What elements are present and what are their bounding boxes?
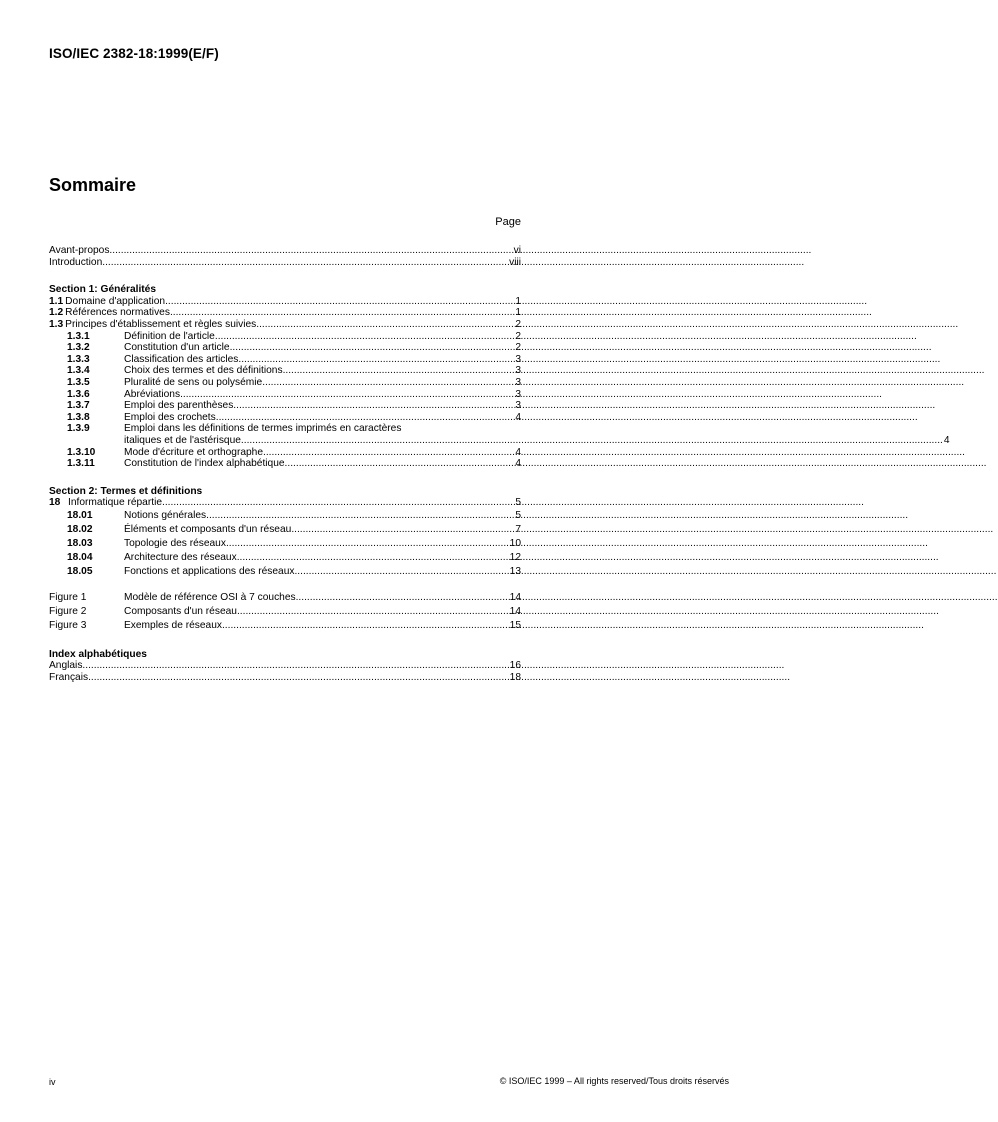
toc-page-number: 10: [509, 537, 521, 549]
toc-entry-1-3-4[interactable]: [49, 365, 521, 377]
toc-entry-number: 1.3.3: [67, 353, 90, 365]
toc-page-number: 12: [509, 551, 521, 563]
toc-page-number: 4: [515, 458, 521, 470]
toc-entry-1-3-2[interactable]: [49, 342, 521, 354]
toc-entry-1-3-3[interactable]: [49, 354, 521, 366]
toc-entry-number: 1.3: [49, 318, 64, 330]
toc-entry-18-01[interactable]: [49, 509, 521, 523]
toc-entry-figure-1[interactable]: [49, 591, 521, 605]
toc-page-number: 7: [515, 523, 521, 535]
toc-entry-1-3-5[interactable]: [49, 377, 521, 389]
toc-entry-label: Définition de l'article: [124, 330, 215, 342]
toc-entry-label: Éléments et composants d'un réseau: [124, 523, 292, 535]
leader-dots: [262, 377, 514, 389]
toc-entry-1-3-1[interactable]: [49, 331, 521, 343]
toc-entry-number: 1.3.4: [67, 365, 90, 377]
figure-number: Figure 2: [49, 605, 87, 617]
toc-entry-introduction[interactable]: [49, 257, 521, 269]
leader-dots: [206, 509, 514, 523]
toc-entry-label: Informatique répartie: [68, 497, 163, 509]
toc-entry-label: Mode d'écriture et orthographe: [124, 446, 263, 458]
toc-entry-label: Composants d'un réseau: [124, 605, 237, 617]
toc-entry-1-2[interactable]: [49, 307, 521, 319]
toc-entry-1-3[interactable]: [49, 319, 521, 331]
toc-entry-label: Architecture des réseaux: [124, 551, 237, 563]
toc-entry-figure-3[interactable]: [49, 619, 521, 633]
toc-entry-label: Topologie des réseaux: [124, 537, 226, 549]
toc-page-number: 5: [515, 509, 521, 521]
figure-number: Figure 1: [49, 591, 87, 603]
leader-dots: [237, 551, 509, 565]
toc-entry-number: 18.05: [67, 565, 93, 577]
toc-page-number: 4: [515, 446, 521, 458]
toc-entry-label: Constitution d'un article: [124, 342, 230, 354]
toc-entry-number: 1.1: [49, 295, 64, 307]
leader-dots: [170, 307, 514, 319]
toc-page-number: 2: [515, 318, 521, 330]
toc-entry-label: Avant-propos: [49, 245, 110, 256]
leader-dots: [291, 523, 514, 537]
toc-page-number: 1: [515, 295, 521, 307]
toc-entry-figure-2[interactable]: [49, 605, 521, 619]
toc-entry-label: Emploi des parenthèses: [124, 400, 234, 412]
leader-dots: [237, 605, 509, 619]
toc-entry-label: Pluralité de sens ou polysémie: [124, 376, 263, 388]
leader-dots: [180, 389, 514, 401]
toc-entry-1-3-10[interactable]: [49, 447, 521, 459]
toc-page-number: 3: [515, 365, 521, 377]
toc-entry-1-1[interactable]: [49, 296, 521, 308]
toc-entry-number: 18: [49, 497, 61, 509]
leader-dots: [222, 619, 509, 633]
toc-page-number: 4: [515, 411, 521, 423]
leader-dots: [294, 565, 508, 579]
toc-page-number: 18: [509, 672, 521, 684]
toc-entry-1-3-9[interactable]: [49, 423, 950, 446]
leader-dots: [102, 257, 508, 269]
toc-page-number: 1: [515, 307, 521, 319]
figure-number: Figure 3: [49, 619, 87, 631]
toc-entry-label-line2: italiques et de l'astérisque: [124, 434, 241, 446]
toc-entry-18-04[interactable]: [49, 551, 521, 565]
leader-dots: [238, 354, 514, 366]
leader-dots: [241, 435, 943, 447]
toc-page-number: 3: [515, 353, 521, 365]
footer-copyright: © ISO/IEC 1999 – All rights reserved/Tous droits réservés: [499, 1076, 729, 1086]
leader-dots: [109, 245, 512, 257]
toc-entry-number: 18.04: [67, 551, 93, 563]
toc-page-number: 13: [509, 565, 521, 577]
toc-entry-label: Domaine d'application: [65, 295, 166, 307]
toc-entry-label: Emploi des crochets: [124, 411, 216, 423]
leader-dots: [215, 331, 514, 343]
section-2-heading: Section 2: Termes et définitions: [49, 485, 203, 497]
toc-entry-number: 1.3.2: [67, 342, 90, 354]
leader-dots: [263, 447, 514, 459]
toc-page-number: 2: [515, 330, 521, 342]
toc-entry-number: 1.3.6: [67, 388, 90, 400]
toc-entry-label: Français: [49, 672, 89, 684]
toc-entry-label: Abréviations: [124, 388, 181, 400]
leader-dots: [165, 296, 514, 308]
section-1-heading: Section 1: Généralités: [49, 284, 157, 296]
toc-entry-label-line1: Emploi dans les définitions de termes imprimés en caractères: [124, 423, 402, 435]
toc-page-number: 3: [515, 388, 521, 400]
toc-page-number: 4: [943, 434, 950, 446]
toc-entry-number: 1.2: [49, 307, 64, 319]
leader-dots: [230, 342, 515, 354]
leader-dots: [256, 319, 514, 331]
toc-entry-label: Modèle de référence OSI à 7 couches: [124, 591, 296, 603]
toc-entry-number: 1.3.8: [67, 411, 90, 423]
leader-dots: [226, 537, 509, 551]
toc-page-number: 14: [509, 591, 521, 603]
toc-entry-label: Classification des articles: [124, 353, 239, 365]
document-id: ISO/IEC 2382-18:1999(E/F): [49, 46, 219, 61]
toc-page-number: 5: [515, 497, 521, 509]
toc-entry-index-english[interactable]: [49, 660, 521, 672]
toc-entry-number: 18.02: [67, 523, 93, 535]
leader-dots: [82, 660, 508, 672]
leader-dots: [285, 458, 515, 470]
toc-entry-label: Références normatives: [65, 307, 170, 319]
toc-entry-label: Principes d'établissement et règles suivies: [65, 318, 257, 330]
toc-entry-label: Exemples de réseaux: [124, 619, 222, 631]
toc-entry-label: Notions générales: [124, 509, 207, 521]
leader-dots: [162, 497, 514, 509]
toc-page-number: vi: [513, 245, 521, 256]
table-of-contents: [49, 245, 950, 684]
leader-dots: [283, 365, 515, 377]
toc-entry-number: 18.01: [67, 509, 93, 521]
toc-page-number: 3: [515, 376, 521, 388]
toc-entry-number: 1.3.5: [67, 376, 90, 388]
toc-page-number: 2: [515, 342, 521, 354]
toc-entry-1-3-11[interactable]: [49, 458, 521, 470]
toc-entry-number: 1.3.11: [67, 458, 95, 470]
toc-entry-1-3-6[interactable]: [49, 389, 521, 401]
toc-entry-18-03[interactable]: [49, 537, 521, 551]
toc-entry-index-french[interactable]: [49, 672, 521, 684]
toc-entry-number: 1.3.1: [67, 330, 90, 342]
page-title: Sommaire: [49, 175, 137, 195]
leader-dots: [88, 672, 509, 684]
toc-entry-number: 1.3.9: [67, 423, 90, 435]
footer-page-number: iv: [49, 1077, 56, 1087]
toc-entry-number: 1.3.7: [67, 400, 90, 412]
toc-entry-number: 1.3.10: [67, 446, 96, 458]
page-column-label: Page: [495, 216, 521, 228]
toc-entry-foreword[interactable]: [49, 245, 521, 257]
toc-entry-18-02[interactable]: [49, 523, 521, 537]
toc-entry-1-3-8[interactable]: [49, 412, 521, 424]
toc-page-number: viii: [509, 256, 521, 268]
toc-entry-label: Anglais: [49, 660, 83, 672]
toc-entry-label: Fonctions et applications des réseaux: [124, 565, 295, 577]
leader-dots: [233, 400, 514, 412]
toc-entry-label: Introduction: [49, 256, 103, 268]
toc-entry-number: 18.03: [67, 537, 93, 549]
toc-page-number: 16: [509, 660, 521, 672]
leader-dots: [216, 412, 515, 424]
toc-page-number: 15: [509, 619, 521, 631]
leader-dots: [296, 591, 509, 605]
toc-entry-label: Choix des termes et des définitions: [124, 365, 283, 377]
toc-page-number: 14: [509, 605, 521, 617]
toc-entry-1-3-7[interactable]: [49, 400, 521, 412]
toc-entry-18[interactable]: [49, 497, 521, 509]
toc-page-number: 3: [515, 400, 521, 412]
toc-entry-18-05[interactable]: [49, 565, 521, 579]
index-heading: Index alphabétiques: [49, 648, 147, 660]
toc-entry-label: Constitution de l'index alphabétique: [124, 458, 285, 470]
